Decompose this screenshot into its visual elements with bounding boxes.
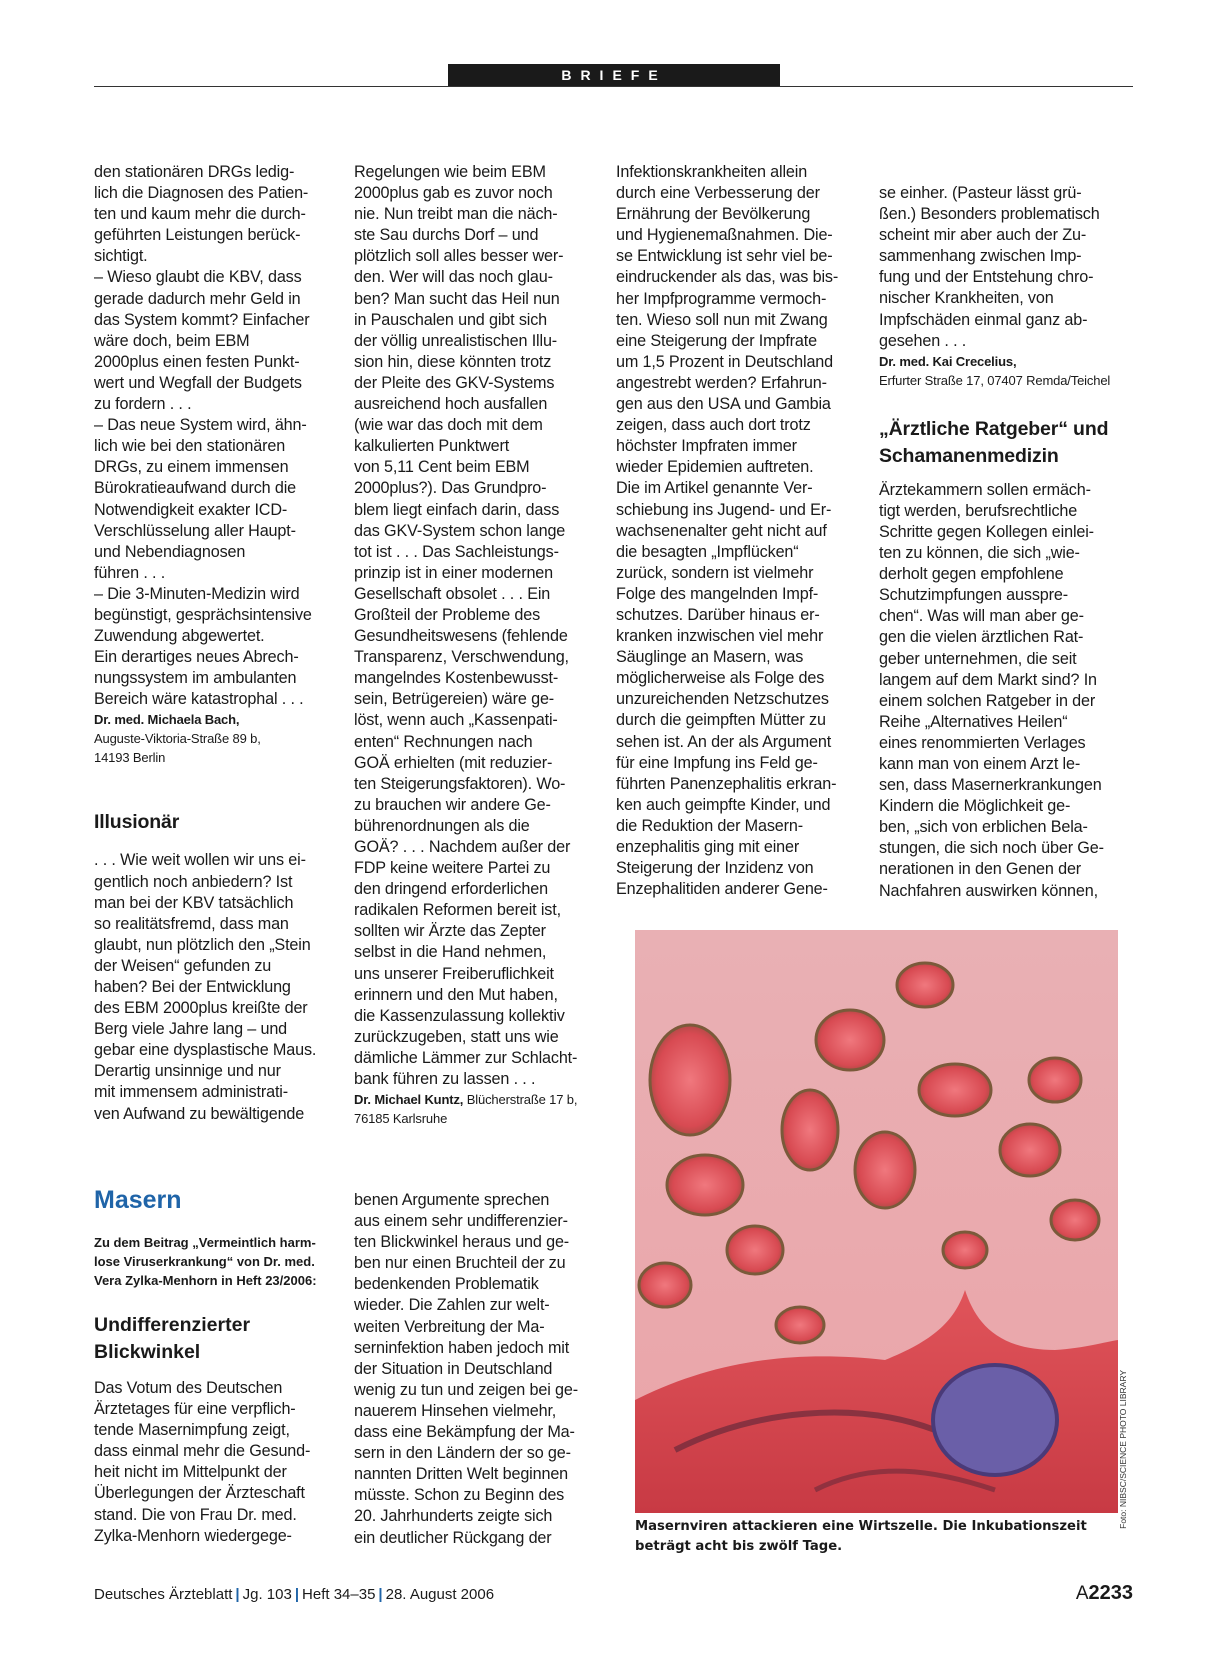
signature-address: 76185 Karlsruhe [354,1111,448,1127]
letter-text: Regelungen wie beim EBM 2000plus gab es zuvor noch nie. Nun treibt man die näch- ste Sau durchs Dorf – und plötzlich soll alles besser wer- den. Wer will das noch glau- ben? Man sucht das Heil nun in Pauschalen und gibt sich der völlig unrealistischen Illu- sion hin, diese könnten trotz der Pleite des GKV-Systems ausreichend hoch ausfallen (wie war das doch mit dem kalkulierten Punktwert von 5,11 Cent beim EBM 2000plus?). Das Grundpro- blem liegt einfach darin, dass das GKV-System schon lange tot ist . . . Das Sachleistungs- prinzip ist in einer modernen Gesellschaft obsolet . . . Ein Großteil der Probleme des Gesundheitswesens (fehlende Transparenz, Verschwendung, mangelndes Kostenbewusst- sein, Betrügereien) wäre ge- löst, wenn auch „Kassenpati- enten“ Rechnungen nach GOÄ erhielten (mit reduzier- ten Steigerungsfaktoren). Wo- zu brauchen wir andere Ge- bührenordnungen als die GOÄ? . . . Nachdem außer der FDP keine weitere Partei zu den dringend erforderlichen radikalen Reformen bereit ist, sollten wir Ärzte das Zepter selbst in die Hand nehmen, uns unserer Freiberuflichkeit erinnern und den Mut haben, die Kassenzulassung kollektiv zurückzugeben, statt uns wie dämliche Lämmer zur Schlacht- bank führen zu lassen . . . [354,163,578,1089]
signature-name: Dr. med. Kai Crecelius, [879,353,1017,369]
signature-address: Auguste-Viktoria-Straße 89 b, 14193 Berlin [94,731,261,766]
letter-text: Das Votum des Deutschen Ärztetages für eine verpflich- tende Masernimpfung zeigt, dass einmal mehr die Gesund- heit nicht im Mittelpunkt der Überlegungen der Ärzteschaft stand. Die von Frau Dr. med. Zylka-Menhorn wiedergege- [94,1379,311,1545]
signature-address-inline: Blücherstraße 17 b, [463,1092,578,1108]
letter-heading: Undifferenzierter Blickwinkel [94,1314,251,1363]
signature-address: Erfurter Straße 17, 07407 Remda/Teichel [879,372,1111,388]
photo-credit: Foto: NIBSC/SCIENCE PHOTO LIBRARY [1118,1370,1128,1529]
page-number [1076,1582,1133,1605]
header-rule [94,86,1133,87]
letter-heading: „Ärztliche Ratgeber“ und Schamanenmedizin [879,417,1109,467]
masern-column-1 [94,1378,344,1547]
issue: Heft 34–35 [302,1586,376,1603]
letter-text: Infektionskrankheiten allein durch eine Verbesserung der Ernährung der Bevölkerung und Hygienemaßnahmen. Die- se Entwicklung ist sehr viel be- eindruckender als das, was bis- her Impfprogramme vermoch- ten. Wieso soll nun mit Zwang eine Steigerung der Impfrate um 1,5 Prozent in Deutschland angestrebt werden? Erfahrun- gen aus den USA und Gambia zeigen, dass auch dort trotz höchster Impfraten immer wieder Epidemien auftreten. Die im Artikel genannte Ver- schiebung ins Jugend- und Er- wachsenenalter geht nicht auf die besagten „Impflücken“ zurück, sondern ist vielmehr Folge des mangelnden Impf- schutzes. Darüber hinaus er- kranken inzwischen viel mehr Säuglinge an Masern, was möglicherweise als Folge des unzureichenden Netzschutzes durch die geimpften Mütter zu sehen ist. An der als Argument für eine Impfung ins Feld ge- führten Panenzephalitis erkran- ken auch geimpfte Kinder, und die Reduktion der Masern- enzephalitis ging mit einer Steigerung der Inzidenz von Enzephalitiden anderer Gene- [616,163,839,899]
section-label: BRIEFE [448,64,780,86]
signature [354,1090,609,1109]
letter-text: se einher. (Pasteur lässt grü- ßen.) Besonders problematisch scheint mir aber auch der Zu- sammenhang zwischen Imp- fung und der Entstehung chro- nischer Krankheiten, von Impfschäden einmal ganz ab- gesehen . . . [879,184,1100,350]
masern-column-2 [354,1190,609,1549]
volume: Jg. 103 [242,1586,292,1603]
column-1 [94,162,344,1125]
topic-intro: Zu dem Beitrag „Vermeintlich harm- lose Viruserkrankung“ von Dr. med. Vera Zylka-Menhorn in Heft 23/2006: [94,1235,317,1288]
letter-text: benen Argumente sprechen aus einem sehr undifferenzier- ten Blickwinkel heraus und ge- ben nur einen Bruchteil der zu bedenkenden Problematik wieder. Die Zahlen zur welt- weiten Verbreitung der Ma- serninfektion haben jedoch mit der Situation in Deutschland wenig zu tun und zeigen bei ge- nauerem Hinsehen vielmehr, dass eine Bekämpfung der Ma- sern in den Ländern der so ge- nannten Dritten Welt beginnen müsste. Schon zu Beginn des 20. Jahrhunderts zeigte sich ein deutlicher Rückgang der [354,1191,578,1547]
signature-name: Dr. med. Michaela Bach, [94,712,240,728]
measles-virus-photo [635,930,1118,1513]
micrograph-illustration [635,930,1118,1513]
letter-text: . . . Wie weit wollen wir uns ei- gentlich noch anbiedern? Ist man bei der KBV tatsächlich so realitätsfremd, dass man glaubt, nun plötzlich den „Stein der Weisen“ gefunden zu haben? Bei der Entwicklung des EBM 2000plus kreißte der Berg viele Jahre lang – und gebar eine dysplastische Maus. Derartig unsinnige und nur mit immensem administrati- ven Aufwand zu bewältigende [94,851,317,1123]
letter-heading: Illusionär [94,811,180,834]
page-prefix: A [1075,1583,1089,1604]
journal-name: Deutsches Ärzteblatt [94,1586,233,1603]
issue-date: 28. August 2006 [385,1586,495,1603]
page-number-value: 2233 [1088,1582,1133,1604]
footer: Deutsches Ärzteblatt | Jg. 103 | Heft 34–35 | 28. August 2006 [94,1586,495,1603]
signature-name: Dr. Michael Kuntz, [354,1092,464,1108]
letter-text: Ärztekammern sollen ermäch- tigt werden, berufsrechtliche Schritte gegen Kollegen einlei- ten zu können, die sich „wie- derholt gegen empfohlene Schutzimpfungen ausspre- chen“. Was will man aber ge- gen die vielen ärztlichen Rat- geber unternehmen, die seit langem auf dem Markt sind? In einem solchen Ratgeber in der Reihe „Alternatives Heilen“ eines renommierten Verlages kann man von einem Arzt le- sen, dass Masernerkrankungen Kindern die Möglichkeit ge- ben, „sich von erblichen Bela- stungen, die sich noch über Ge- nerationen in den Genen der Nachfahren auswirken können, [879,480,1104,900]
column-4 [879,183,1134,902]
column-3 [616,162,866,900]
column-2 [354,162,609,1128]
letter-text: den stationären DRGs ledig- lich die Diagnosen des Patien- ten und kaum mehr die durch- geführten Leistungen berück- sichtigt. – Wieso glaubt die KBV, dass gerade dadurch mehr Geld in das System kommt? Einfacher wäre doch, beim EBM 2000plus einen festen Punkt- wert und Wegfall der Budgets zu fordern . . . – Das neue System wird, ähn- lich wie bei den stationären DRGs, zu einem immensen Bürokratieaufwand durch die Notwendigkeit exakter ICD- Verschlüsselung aller Haupt- und Nebendiagnosen führen . . . – Die 3-Minuten-Medizin wird begünstigt, gesprächsintensive Zuwendung abgewertet. Ein derartiges neues Abrech- nungssystem im ambulanten Bereich wäre katastrophal . . . [94,163,312,709]
topic-title: Masern [94,1186,182,1214]
figure-caption: Masernviren attackieren eine Wirtszelle. Die Inkubationszeit beträgt acht bis zwölf Tage. [635,1519,1087,1554]
